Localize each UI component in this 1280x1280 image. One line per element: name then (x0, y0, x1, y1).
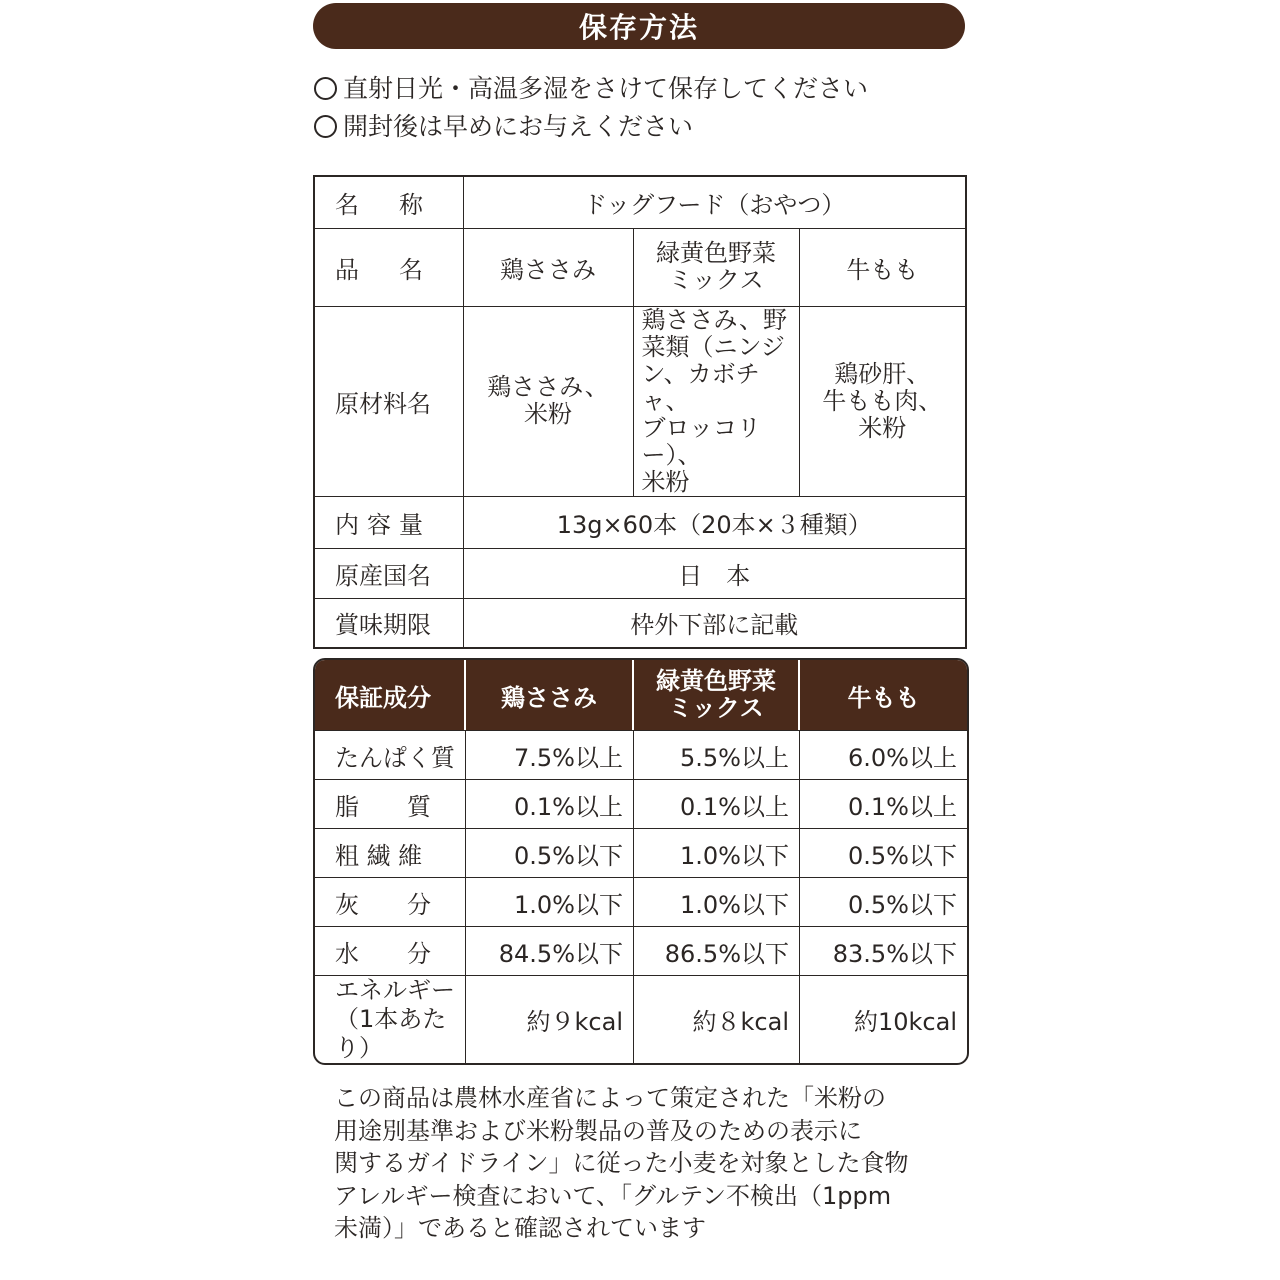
energy-label: エネルギー （1本あたり） (315, 975, 466, 1063)
product-label: 品 名 (314, 228, 463, 306)
analysis-label: 灰 分 (315, 877, 466, 926)
analysis-value: 0.5%以下 (466, 828, 634, 877)
product-name: 牛もも (799, 228, 966, 306)
analysis-value: 6.0%以上 (800, 730, 967, 779)
analysis-value: 0.1%以上 (466, 779, 634, 828)
storage-title: 保存方法 (313, 3, 965, 49)
note-text: 直射日光・高温多湿をさけて保存してください (343, 74, 869, 103)
storage-note (314, 70, 868, 108)
product-name: 鶏ささみ (463, 228, 633, 306)
storage-notes (314, 70, 868, 146)
rice-flour-footnote: この商品は農林水産省によって策定された「米粉の 用途別基準および米粉製品の普及のための表示に 関するガイドライン」に従った小麦を対象とした食物 アレルギー検査において、「グルテン不検出（1ppm 未満）」であると確認されています (334, 1084, 909, 1242)
column-header: 緑黄色野菜 ミックス (634, 660, 800, 730)
name-label: 名 称 (314, 176, 463, 228)
analysis-label: たんぱく質 (315, 730, 466, 779)
energy-value: 約８kcal (634, 975, 800, 1063)
analysis-label: 脂 質 (315, 779, 466, 828)
analysis-label: 水 分 (315, 926, 466, 975)
product-name: 緑黄色野菜 ミックス (633, 228, 799, 306)
header-label: 保証成分 (315, 660, 466, 730)
ingredients-cell: 鶏ささみ、野 菜類（ニンジ ン、カボチャ、 ブロッコリー）、 米粉 (633, 306, 799, 496)
expiry-label: 賞味期限 (314, 598, 463, 648)
analysis-value: 0.5%以下 (800, 828, 967, 877)
name-value: ドッグフード（おやつ） (463, 176, 966, 228)
ingredients-cell: 鶏砂肝、 牛もも肉、 米粉 (799, 306, 966, 496)
analysis-row (315, 779, 967, 828)
analysis-value: 84.5%以下 (466, 926, 634, 975)
analysis-row (315, 730, 967, 779)
energy-value: 約10kcal (800, 975, 967, 1063)
energy-value: 約９kcal (466, 975, 634, 1063)
note-text: 開封後は早めにお与えください (343, 112, 694, 141)
analysis-value: 0.1%以上 (634, 779, 800, 828)
content-value: 13g×60本（20本×３種類） (463, 496, 966, 548)
analysis-value: 1.0%以下 (634, 828, 800, 877)
analysis-value: 5.5%以上 (634, 730, 800, 779)
analysis-value: 86.5%以下 (634, 926, 800, 975)
column-header: 牛もも (800, 660, 967, 730)
column-header: 鶏ささみ (466, 660, 634, 730)
product-info-table (313, 175, 967, 649)
circle-icon (314, 115, 337, 138)
analysis-value: 83.5%以下 (800, 926, 967, 975)
analysis-value: 0.1%以上 (800, 779, 967, 828)
analysis-value: 1.0%以下 (634, 877, 800, 926)
storage-note (314, 108, 868, 146)
analysis-value: 1.0%以下 (466, 877, 634, 926)
energy-row (315, 975, 967, 1063)
origin-value: 日 本 (463, 548, 966, 598)
content-label: 内 容 量 (314, 496, 463, 548)
analysis-row (315, 877, 967, 926)
circle-icon (314, 77, 337, 100)
origin-label: 原産国名 (314, 548, 463, 598)
analysis-row (315, 926, 967, 975)
ingredients-cell: 鶏ささみ、 米粉 (463, 306, 633, 496)
analysis-value: 7.5%以上 (466, 730, 634, 779)
ingredients-label: 原材料名 (314, 306, 463, 496)
analysis-value: 0.5%以下 (800, 877, 967, 926)
analysis-label: 粗 繊 維 (315, 828, 466, 877)
expiry-value: 枠外下部に記載 (463, 598, 966, 648)
guaranteed-analysis-table (313, 658, 969, 1065)
analysis-row (315, 828, 967, 877)
